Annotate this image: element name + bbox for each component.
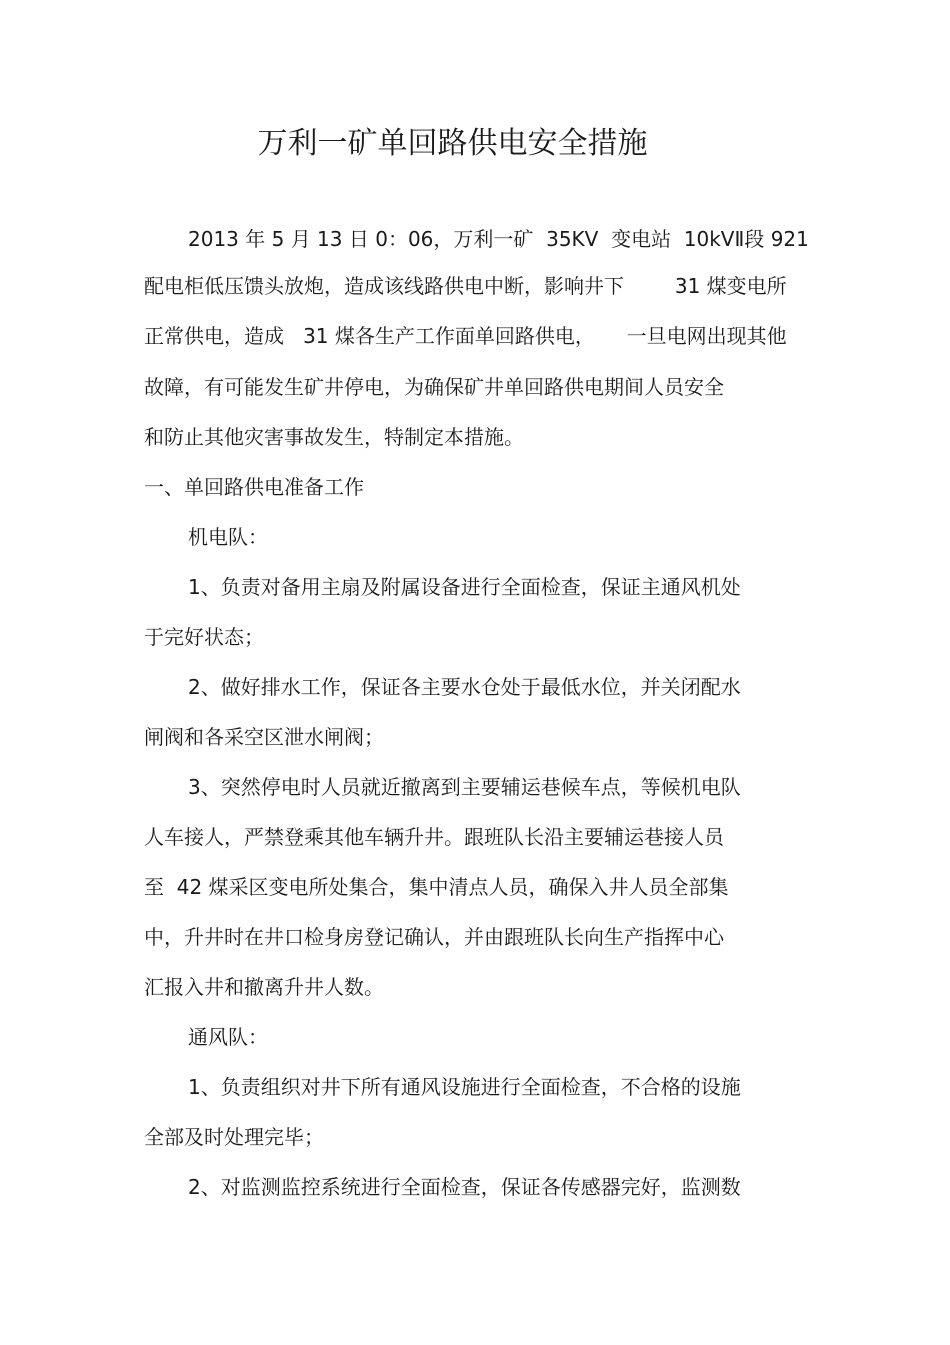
list-item-line: 1、负责组织对井下所有通风设施进行全面检查，不合格的设施	[188, 1075, 741, 1099]
document-title: 万利一矿单回路供电安全措施	[257, 126, 648, 161]
list-item-line: 汇报入井和撤离升井人数。	[144, 975, 384, 999]
paragraph-line: 配电柜低压馈头放炮，造成该线路供电中断，影响井下 31 煤变电所	[144, 274, 787, 298]
list-item-line: 人车接人，严禁登乘其他车辆升井。跟班队长沿主要辅运巷接人员	[144, 825, 724, 849]
paragraph-line: 故障，有可能发生矿井停电，为确保矿井单回路供电期间人员安全	[144, 375, 724, 399]
team-heading: 通风队：	[188, 1025, 268, 1049]
list-item-line: 至 42 煤采区变电所处集合，集中清点人员，确保入井人员全部集	[144, 875, 729, 899]
paragraph-line: 2013 年 5 月 13 日 0：06，万利一矿 35KV 变电站 10kVⅡ段 921	[188, 227, 809, 251]
paragraph-line: 和防止其他灾害事故发生，特制定本措施。	[144, 425, 524, 449]
list-item-line: 全部及时处理完毕；	[144, 1125, 324, 1149]
team-heading: 机电队：	[188, 525, 268, 549]
list-item-line: 闸阀和各采空区泄水闸阀；	[144, 725, 384, 749]
list-item-line: 3、突然停电时人员就近撤离到主要辅运巷候车点，等候机电队	[188, 775, 741, 799]
list-item-line: 中，升井时在井口检身房登记确认，并由跟班队长向生产指挥中心	[144, 925, 724, 949]
paragraph-line: 正常供电，造成 31 煤各生产工作面单回路供电， 一旦电网出现其他	[144, 324, 787, 348]
list-item-line: 1、负责对备用主扇及附属设备进行全面检查，保证主通风机处	[188, 575, 741, 599]
section-heading: 一、单回路供电准备工作	[144, 475, 364, 499]
list-item-line: 2、对监测监控系统进行全面检查，保证各传感器完好，监测数	[188, 1175, 741, 1199]
list-item-line: 于完好状态；	[144, 625, 264, 649]
list-item-line: 2、做好排水工作，保证各主要水仓处于最低水位，并关闭配水	[188, 675, 741, 699]
